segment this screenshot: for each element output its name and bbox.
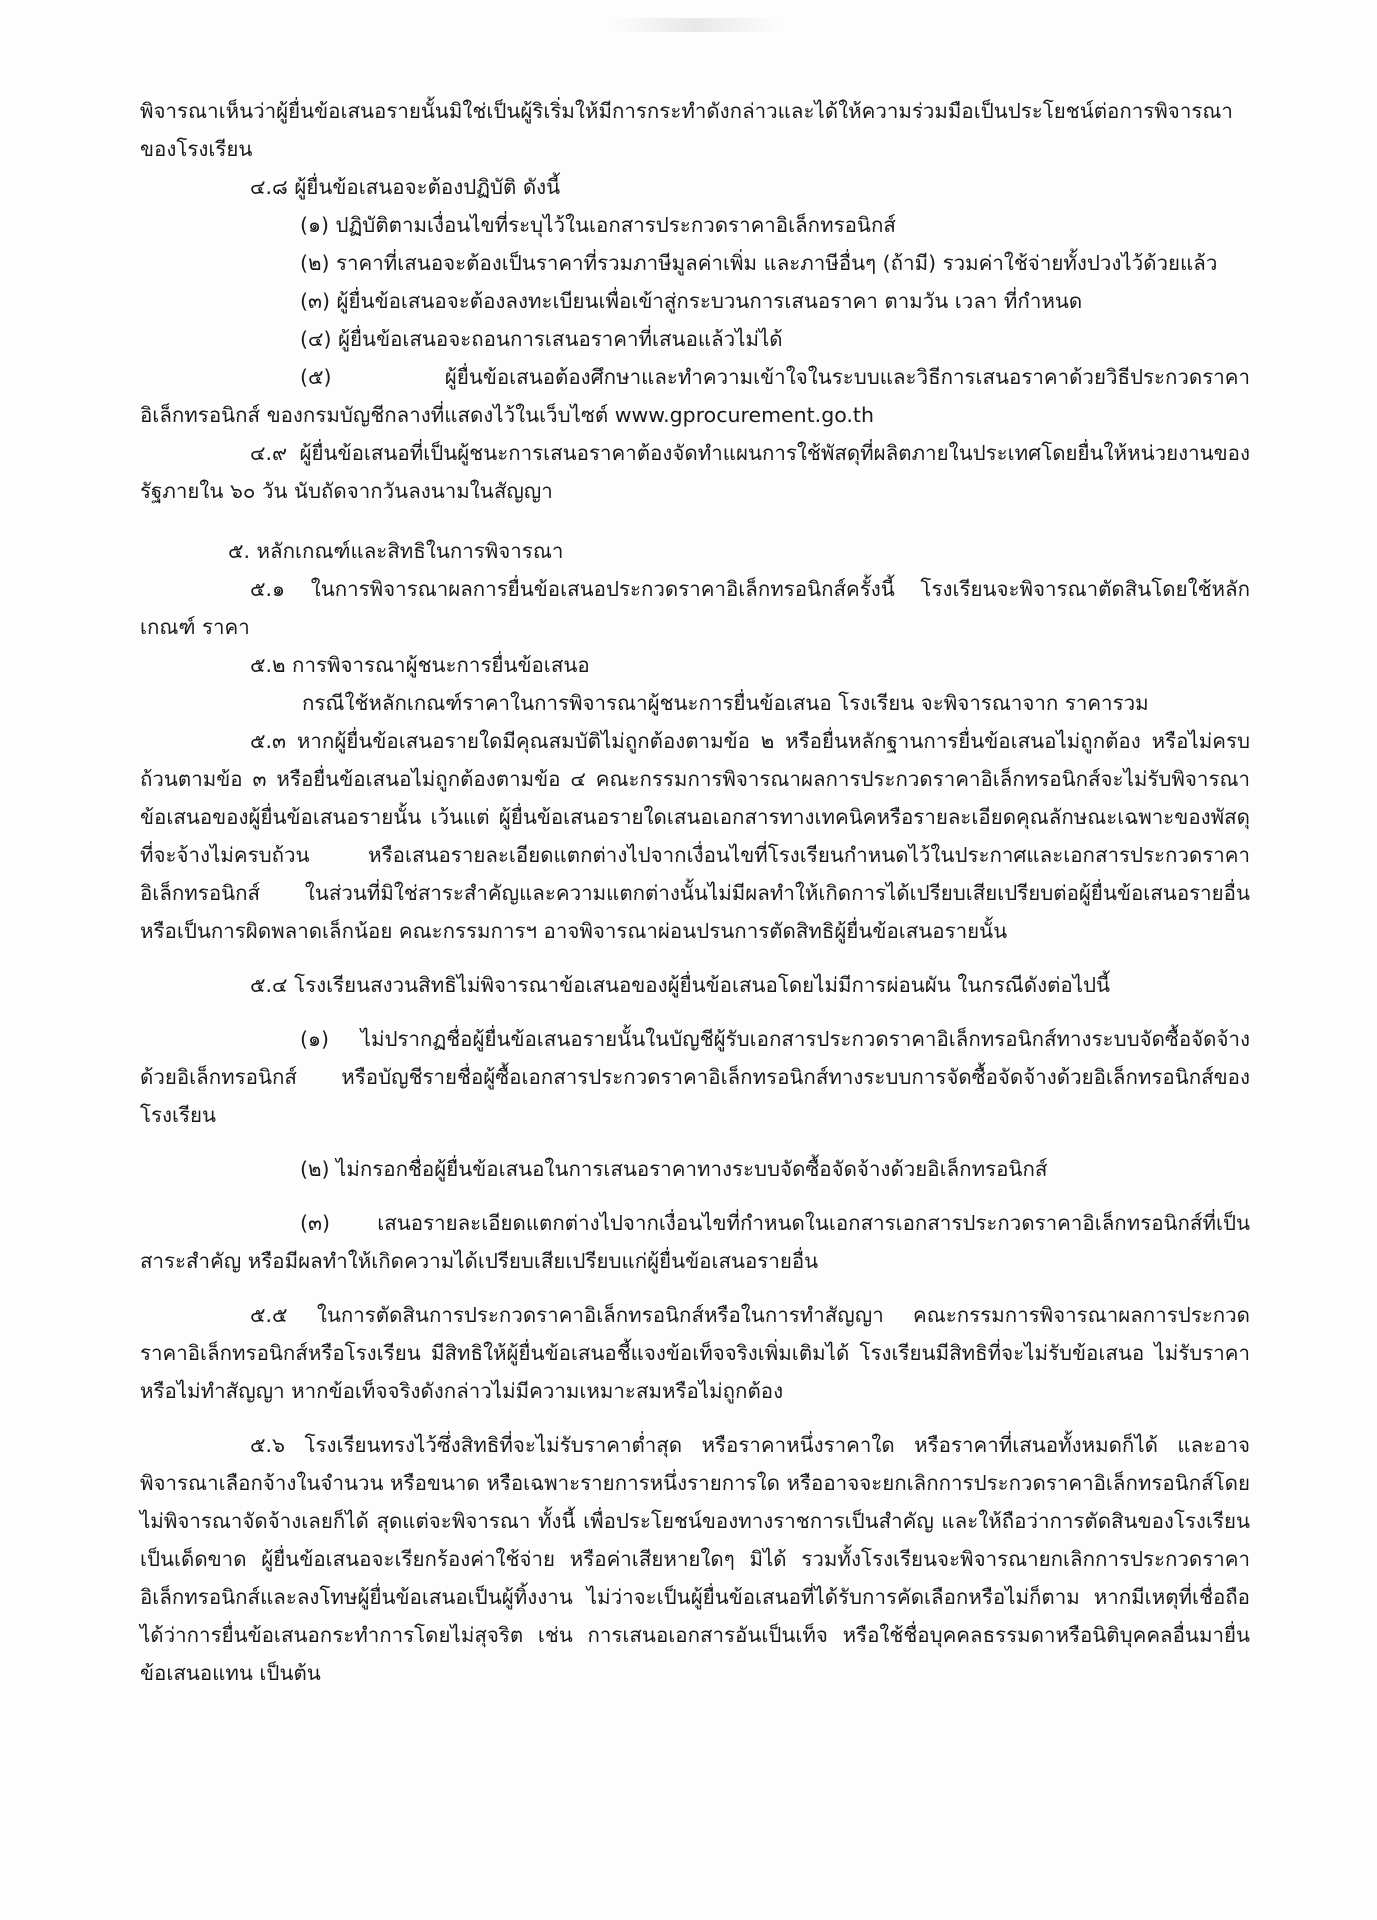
clause-5-2: ๕.๒ การพิจารณาผู้ชนะการยื่นข้อเสนอ [250,653,590,677]
clause-5-6: ๕.๖ โรงเรียนทรงไว้ซึ่งสิทธิที่จะไม่รับราคาต่ำสุด หรือราคาหนึ่งราคาใด หรือราคาที่เสนอทั้งหมดก็ได้ และอาจพิจารณาเลือกจ้างในจำนวน หรือขนาด หรือเฉพาะรายการหนึ่งรายการใด หรืออาจจะยกเลิกการประกวดราคาอิเล็กทรอนิกส์โดยไม่พิจารณาจัดจ้างเลยก็ได้ สุดแต่จะพิจารณา ทั้งนี้ เพื่อประโยชน์ของทางราชการเป็นสำคัญ และให้ถือว่าการตัดสินของโรงเรียนเป็นเด็ดขาด ผู้ยื่นข้อเสนอจะเรียกร้องค่าใช้จ่าย หรือค่าเสียหายใดๆ มิได้ รวมทั้งโรงเรียนจะพิจารณายกเลิกการประกวดราคาอิเล็กทรอนิกส์และลงโทษผู้ยื่นข้อเสนอเป็นผู้ทิ้งงาน ไม่ว่าจะเป็นผู้ยื่นข้อเสนอที่ได้รับการคัดเลือกหรือไม่ก็ตาม หากมีเหตุที่เชื่อถือได้ว่าการยื่นข้อเสนอกระทำการโดยไม่สุจริต เช่น การเสนอเอกสารอันเป็นเท็จ หรือใช้ชื่อบุคคลธรรมดาหรือนิติบุคคลอื่นมายื่นข้อเสนอแทน เป็นต้น [140,1433,1250,1685]
paragraph-intro: พิจารณาเห็นว่าผู้ยื่นข้อเสนอรายนั้นมิใช่เป็นผู้ริเริ่มให้มีการกระทำดังกล่าวและได้ให้ความร่วมมือเป็นประโยชน์ต่อการพิจารณาของโรงเรียน [140,99,1233,161]
clause-5-4-3: (๓) เสนอรายละเอียดแตกต่างไปจากเงื่อนไขที่กำหนดในเอกสารเอกสารประกวดราคาอิเล็กทรอนิกส์ที่เป็นสาระสำคัญ หรือมีผลทำให้เกิดความได้เปรียบเสียเปรียบแก่ผู้ยื่นข้อเสนอรายอื่น [140,1211,1250,1273]
clause-5-5: ๕.๕ ในการตัดสินการประกวดราคาอิเล็กทรอนิกส์หรือในการทำสัญญา คณะกรรมการพิจารณาผลการประกวดราคาอิเล็กทรอนิกส์หรือโรงเรียน มีสิทธิให้ผู้ยื่นข้อเสนอชี้แจงข้อเท็จจริงเพิ่มเติมได้ โรงเรียนมีสิทธิที่จะไม่รับข้อเสนอ ไม่รับราคา หรือไม่ทำสัญญา หากข้อเท็จจริงดังกล่าวไม่มีความเหมาะสมหรือไม่ถูกต้อง [140,1303,1250,1403]
clause-4-8-5: (๕) ผู้ยื่นข้อเสนอต้องศึกษาและทำความเข้าใจในระบบและวิธีการเสนอราคาด้วยวิธีประกวดราคาอิเล็กทรอนิกส์ ของกรมบัญชีกลางที่แสดงไว้ในเว็บไซต์ www.gprocurement.go.th [140,365,1250,427]
clause-4-8-1: (๑) ปฏิบัติตามเงื่อนไขที่ระบุไว้ในเอกสารประกวดราคาอิเล็กทรอนิกส์ [300,213,896,237]
document-body [140,92,1250,1692]
clause-5-4: ๕.๔ โรงเรียนสงวนสิทธิไม่พิจารณาข้อเสนอของผู้ยื่นข้อเสนอโดยไม่มีการผ่อนผัน ในกรณีดังต่อไปนี้ [250,973,1111,997]
clause-5-4-2: (๒) ไม่กรอกชื่อผู้ยื่นข้อเสนอในการเสนอราคาทางระบบจัดซื้อจัดจ้างด้วยอิเล็กทรอนิกส์ [300,1157,1048,1181]
clause-4-8-3: (๓) ผู้ยื่นข้อเสนอจะต้องลงทะเบียนเพื่อเข้าสู่กระบวนการเสนอราคา ตามวัน เวลา ที่กำหนด [300,289,1083,313]
clause-5-4-1: (๑) ไม่ปรากฏชื่อผู้ยื่นข้อเสนอรายนั้นในบัญชีผู้รับเอกสารประกวดราคาอิเล็กทรอนิกส์ทางระบบจัดซื้อจัดจ้างด้วยอิเล็กทรอนิกส์ หรือบัญชีรายชื่อผู้ซื้อเอกสารประกวดราคาอิเล็กทรอนิกส์ทางระบบการจัดซื้อจัดจ้างด้วยอิเล็กทรอนิกส์ของโรงเรียน [140,1027,1250,1127]
clause-4-8-4: (๔) ผู้ยื่นข้อเสนอจะถอนการเสนอราคาที่เสนอแล้วไม่ได้ [300,327,783,351]
scan-artifact [610,18,780,32]
clause-4-8-2: (๒) ราคาที่เสนอจะต้องเป็นราคาที่รวมภาษีมูลค่าเพิ่ม และภาษีอื่นๆ (ถ้ามี) รวมค่าใช้จ่ายทั้งปวงไว้ด้วยแล้ว [300,251,1218,275]
clause-5-2-detail: กรณีใช้หลักเกณฑ์ราคาในการพิจารณาผู้ชนะการยื่นข้อเสนอ โรงเรียน จะพิจารณาจาก ราคารวม [302,691,1149,715]
clause-4-8: ๔.๘ ผู้ยื่นข้อเสนอจะต้องปฏิบัติ ดังนี้ [250,175,561,199]
clause-5-1: ๕.๑ ในการพิจารณาผลการยื่นข้อเสนอประกวดราคาอิเล็กทรอนิกส์ครั้งนี้ โรงเรียนจะพิจารณาตัดสินโดยใช้หลักเกณฑ์ ราคา [140,577,1250,639]
clause-5-3: ๕.๓ หากผู้ยื่นข้อเสนอรายใดมีคุณสมบัติไม่ถูกต้องตามข้อ ๒ หรือยื่นหลักฐานการยื่นข้อเสนอไม่ถูกต้อง หรือไม่ครบถ้วนตามข้อ ๓ หรือยื่นข้อเสนอไม่ถูกต้องตามข้อ ๔ คณะกรรมการพิจารณาผลการประกวดราคาอิเล็กทรอนิกส์จะไม่รับพิจารณาข้อเสนอของผู้ยื่นข้อเสนอรายนั้น เว้นแต่ ผู้ยื่นข้อเสนอรายใดเสนอเอกสารทางเทคนิคหรือรายละเอียดคุณลักษณะเฉพาะของพัสดุที่จะจ้างไม่ครบถ้วน หรือเสนอรายละเอียดแตกต่างไปจากเงื่อนไขที่โรงเรียนกำหนดไว้ในประกาศและเอกสารประกวดราคาอิเล็กทรอนิกส์ ในส่วนที่มิใช่สาระสำคัญและความแตกต่างนั้นไม่มีผลทำให้เกิดการได้เปรียบเสียเปรียบต่อผู้ยื่นข้อเสนอรายอื่น หรือเป็นการผิดพลาดเล็กน้อย คณะกรรมการฯ อาจพิจารณาผ่อนปรนการตัดสิทธิผู้ยื่นข้อเสนอรายนั้น [140,729,1250,943]
clause-4-9: ๔.๙ ผู้ยื่นข้อเสนอที่เป็นผู้ชนะการเสนอราคาต้องจัดทำแผนการใช้พัสดุที่ผลิตภายในประเทศโดยยื่นให้หน่วยงานของรัฐภายใน ๖๐ วัน นับถัดจากวันลงนามในสัญญา [140,441,1250,503]
section-5-heading: ๕. หลักเกณฑ์และสิทธิในการพิจารณา [228,539,564,563]
